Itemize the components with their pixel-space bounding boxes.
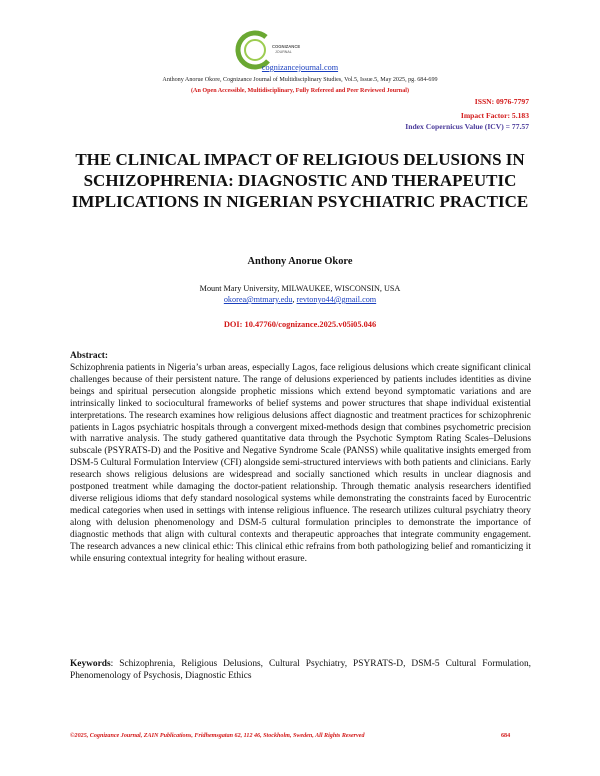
issn-label: ISSN: 0976-7797 [474, 97, 529, 106]
email-link-1[interactable]: okorea@mtmary.edu [223, 295, 293, 304]
index-copernicus-label: Index Copernicus Value (ICV) = 77.57 [405, 122, 529, 131]
abstract-body: Schizophrenia patients in Nigeria’s urban areas, especially Lagos, face religious delusions which create significant clinical challenges because of their persistent nature. The range of delusions experienced by patients includes identities as divine beings and spiritual persecution alongside prophetic missions which extend beyond symptomatic variations and are intrinsically linked to sociocultural frameworks of belief systems and power structures that shape individual existential interpretations. The research examines how religious delusions affect diagnostic and treatment practices for schizophrenic patients in Lagos psychiatric hospitals through a convergent mixed-methods design that combines psychometric precision with narrative analysis. The study gathered quantitative data through the Psychotic Symptom Rating Scales–Delusions subscale (PSYRATS-D) and the Positive and Negative Syndrome Scale (PANSS) while qualitative insights emerged from DSM-5 Cultural Formulation Interview (CFI) alongside semi-structured interviews with both patients and clinicians. Early research shows religious delusions are widespread and socially sanctioned which results in unclear diagnosis and postponed treatment while damaging the doctor-patient relationship. Through thematic analysis researchers identified diverse religious idioms that defy standard nosological systems while demonstrating the constraints faced by Eurocentric medical categories when used in settings with intense religious influence. The research utilizes cultural psychiatry theory along with delusion phenomenology and DSM-5 cultural formulation principles to demonstrate the importance of diagnostic methods that align with cultural contexts and therapeutic approaches that integrate community engagement. The research advances a new clinical ethic: This clinical ethic refrains from both pathologizing belief and romanticizing it while ensuring contextual integrity for healing without erasure. [70, 363, 531, 564]
abstract-heading: Abstract: [70, 351, 109, 361]
paper-title: THE CLINICAL IMPACT OF RELIGIOUS DELUSIONS IN SCHIZOPHRENIA: DIAGNOSTIC AND THERAPEUTIC IMPLICATIONS IN NIGERIAN PSYCHIATRIC PRACTICE [71, 150, 529, 211]
email-link-2[interactable]: revtonyo44@gmail.com [296, 295, 377, 304]
logo-text-bottom: JOURNAL [275, 50, 292, 54]
keywords-label: Keywords [70, 659, 111, 669]
impact-factor-label: Impact Factor: 5.183 [460, 111, 529, 120]
open-access-line: (An Open Accessible, Multidisciplinary, Fully Refereed and Peer Reviewed Journal) [191, 88, 409, 94]
doi-label[interactable]: DOI: 10.47760/cognizance.2025.v05i05.046 [223, 320, 377, 329]
logo-text-top: COGNIZANCE [272, 44, 301, 49]
journal-website-link[interactable]: cognizancejournal.com [261, 63, 339, 72]
citation-line: Anthony Anorue Okore, Cognizance Journal of Multidisciplinary Studies, Vol.5, Issue.5, May 2025, pg. 684-699 [162, 77, 438, 83]
email-separator: , [292, 295, 297, 304]
keywords-paragraph [70, 659, 531, 683]
author-affiliation: Mount Mary University, MILWAUKEE, WISCONSIN, USA [199, 284, 401, 293]
page-number: 684 [501, 733, 511, 739]
keywords-text: : Schizophrenia, Religious Delusions, Cultural Psychiatry, PSYRATS-D, DSM-5 Cultural Formulation, Phenomenology of Psychosis, Diagnostic Ethics [70, 659, 531, 681]
footer-copyright: ©2025, Cognizance Journal, ZAIN Publications, Fridhemsgatan 62, 112 46, Stockholm, Sweden, All Rights Reserved [70, 733, 365, 739]
author-emails [0, 295, 600, 304]
author-name: Anthony Anorue Okore [247, 256, 353, 267]
